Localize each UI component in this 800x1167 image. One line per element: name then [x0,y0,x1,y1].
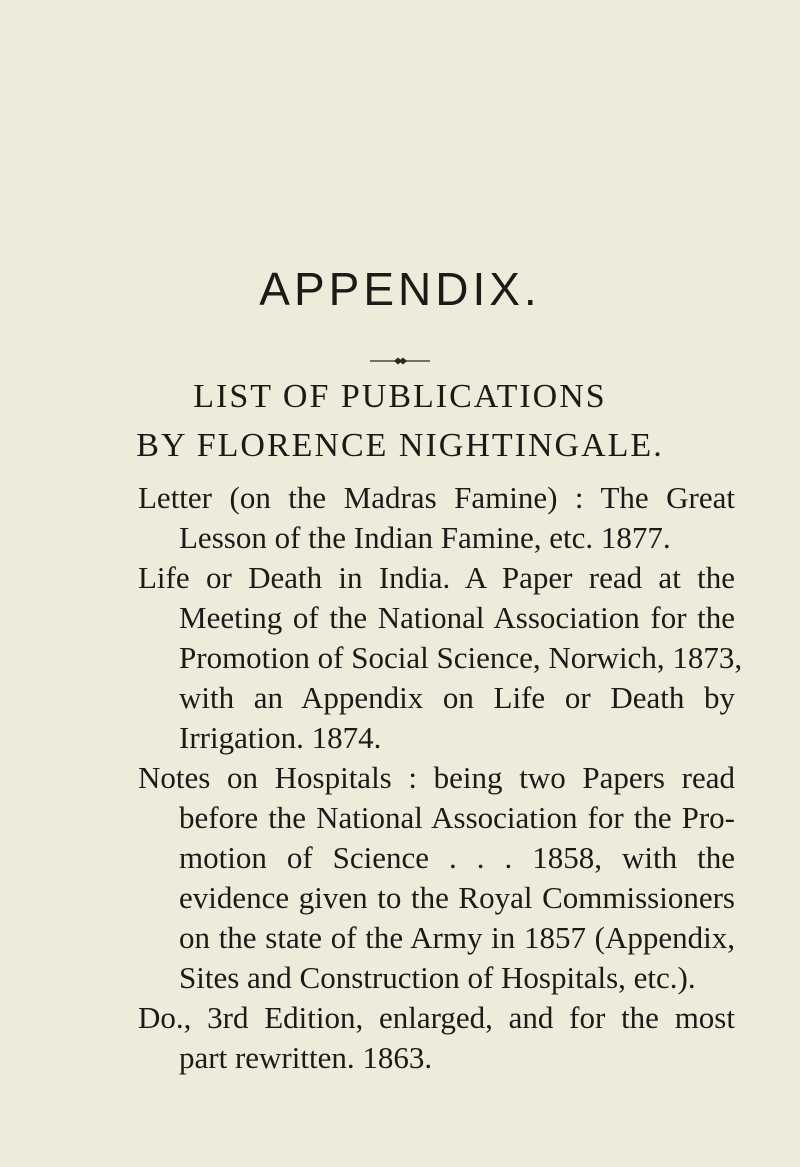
entry-line: Irrigation. 1874. [179,720,382,755]
entry-line: motion of Science . . . 1858, with the [179,840,735,875]
entry-line: with an Appendix on Life or Death by [179,680,735,715]
entry-line: Lesson of the Indian Famine, etc. 1877. [179,520,671,555]
entry-line: part rewritten. 1863. [179,1040,433,1075]
entry-line: on the state of the Army in 1857 (Appendix, [179,920,735,955]
entry-line: Meeting of the National Association for the [179,600,735,635]
double-diamond-rule-icon [368,356,432,366]
publications-list-heading: LIST OF PUBLICATIONS [193,378,607,415]
entry-line: Life or Death in India. A Paper read at the [138,560,735,595]
entry-line: Letter (on the Madras Famine) : The Great [138,480,735,515]
entry-line: Do., 3rd Edition, enlarged, and for the most [138,1000,735,1035]
entry-line: Notes on Hospitals : being two Papers read [138,760,735,795]
entry-line: Sites and Construction of Hospitals, etc.). [179,960,696,995]
entry-line: Promotion of Social Science, Norwich, 1873, [179,640,743,675]
appendix-title: APPENDIX. [259,263,541,315]
entry-line: before the National Association for the Pro- [179,800,735,835]
entry-line: evidence given to the Royal Commissioners [179,880,735,915]
author-heading: BY FLORENCE NIGHTINGALE. [136,427,664,464]
